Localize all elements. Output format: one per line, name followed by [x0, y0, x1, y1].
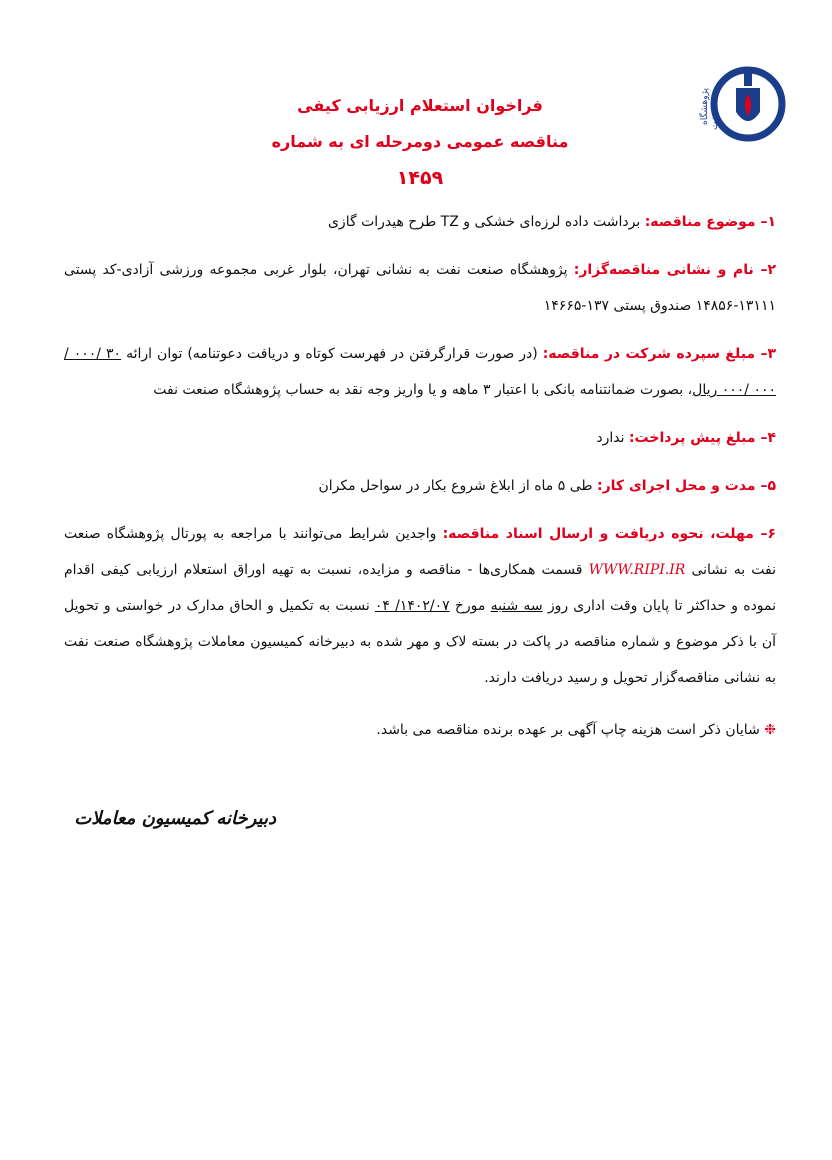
item-text: واجدین شرایط می‌توانند با مراجعه به پورتال پژوهشگاه صنعت نفت به نشانی [64, 526, 776, 578]
item-tenderer [64, 252, 776, 324]
item-deadline [64, 516, 776, 696]
item-label: ۴– مبلغ پیش پرداخت: [628, 430, 776, 446]
logo-text: پژوهشگاه صنعت نفت [700, 88, 720, 131]
item-text: برداشت داده لرزه‌ای خشکی و TZ طرح هیدرات گازی [327, 214, 641, 230]
title-line-1: فراخوان استعلام ارزیابی کیفی [297, 96, 543, 115]
item-text: نسبت به تکمیل و الحاق مدارک در خواستی و تحویل آن با ذکر موضوع و شماره مناقصه در پاکت در بسته لاک و مهر شده به دبیرخانه کمیسیون معاملات پژوهشگاه صنعت نفت به نشانی مناقصه‌گزار تحویل و رسید دریافت دارند. [64, 598, 776, 686]
item-label: ۶– مهلت، نحوه دریافت و ارسال اسناد مناقصه: [442, 526, 777, 542]
item-subject [64, 204, 776, 240]
tender-number: ۱۴۵۹ [396, 167, 444, 189]
star-icon: ❉ [764, 722, 776, 738]
note-text: شایان ذکر است هزینه چاپ آگهی بر عهده برنده مناقصه می باشد. [376, 722, 760, 738]
item-label: ۱– موضوع مناقصه: [644, 214, 776, 230]
ripi-logo [694, 58, 804, 150]
item-label: ۵– مدت و محل اجرای کار: [597, 478, 776, 494]
portal-link[interactable]: WWW.RIPI.IR [588, 562, 686, 578]
item-text: پژوهشگاه صنعت نفت به نشانی تهران، بلوار غربی مجموعه ورزشی آزادی-کد پستی ۱۳۱۱۱-۱۴۸۵۶ صندوق پستی ۱۳۷-۱۴۶۶۵ [64, 262, 776, 314]
item-text: ندارد [596, 430, 625, 446]
item-text: مورخ [454, 598, 486, 614]
deadline-day: سه شنبه [490, 598, 543, 614]
announcement-body [64, 204, 776, 748]
print-cost-note [64, 712, 776, 748]
item-text: ، بصورت ضمانتنامه بانکی با اعتبار ۳ ماهه و یا واریز وجه نقد به حساب پژوهشگاه صنعت نفت [153, 382, 693, 398]
item-prepayment [64, 420, 776, 456]
title-line-2: مناقصه عمومی دومرحله ای به شماره [271, 132, 569, 151]
deposit-amount: ۳۰ /۰۰۰ /۰۰۰ /۰۰۰ ریال [64, 346, 776, 398]
item-label: ۲– نام و نشانی مناقصه‌گزار: [573, 262, 777, 278]
item-deposit [64, 336, 776, 408]
announcement-title [250, 88, 590, 196]
item-label: ۳– مبلغ سپرده شرکت در مناقصه: [542, 346, 777, 362]
item-text: طی ۵ ماه از ابلاغ شروع بکار در سواحل مکران [318, 478, 593, 494]
item-duration [64, 468, 776, 504]
item-text: قسمت همکاری‌ها - مناقصه و مزایده، نسبت به تهیه اوراق استعلام ارزیابی کیفی اقدام نموده و حداکثر تا پایان وقت اداری روز [64, 562, 777, 614]
item-text: (در صورت قرارگرفتن در فهرست کوتاه و دریافت دعوتنامه) توان ارائه [126, 346, 538, 362]
signature: دبیرخانه کمیسیون معاملات [74, 808, 276, 829]
deadline-date: ۱۴۰۲/۰۷/ ۰۴ [374, 598, 450, 614]
